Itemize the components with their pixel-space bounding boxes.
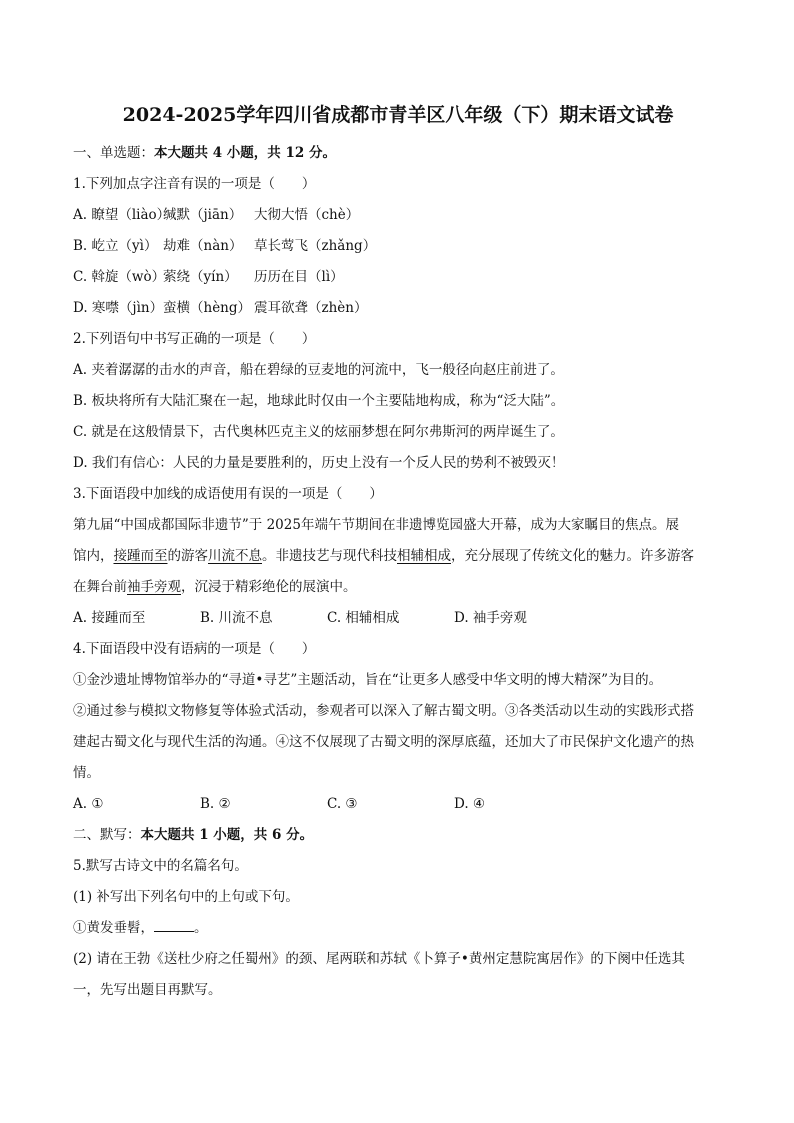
question-1-option-b xyxy=(73,231,723,262)
option-d: D. ④ xyxy=(454,796,486,812)
question-5-sub1: (1) 补写出下列名句中的上句或下句。 xyxy=(73,889,299,905)
option-cell: D. 寒噤（jìn） xyxy=(73,300,164,316)
passage-text: 在舞台前 xyxy=(73,579,127,595)
option-cell: A. 瞭望（liào） xyxy=(73,207,171,223)
section-prefix: 二、默写： xyxy=(73,827,141,843)
option-a: A. 接踵而至 xyxy=(73,610,146,626)
question-3-stem: 3.下面语段中加线的成语使用有误的一项是（ ） xyxy=(73,486,383,502)
question-4-stem: 4.下面语段中没有语病的一项是（ ） xyxy=(73,641,316,657)
item-text: 。 xyxy=(194,920,208,936)
question-4-passage-line: ②通过参与模拟文物修复等体验式活动，参观者可以深入了解古蜀文明。③各类活动以生动的实践形式搭 xyxy=(73,703,694,719)
answer-blank[interactable] xyxy=(154,919,194,932)
option-cell: B. 屹立（yì） xyxy=(73,238,158,254)
section-header-2 xyxy=(73,820,723,851)
question-1-option-a xyxy=(73,200,723,231)
question-3-passage-line: 第九届“中国成都国际非遗节”于 2025年端午节期间在非遗博览园盛大开幕，成为大家瞩目的焦点。展 xyxy=(73,517,679,533)
underlined-idiom: 相辅相成 xyxy=(397,548,451,564)
option-cell: 劫难（nàn） xyxy=(163,238,243,254)
option-cell: 震耳欲聋（zhèn） xyxy=(254,300,368,316)
option-b: B. ② xyxy=(200,796,231,812)
option-b: B. 川流不息 xyxy=(200,610,273,626)
question-2-option-b: B. 板块将所有大陆汇聚在一起，地球此时仅由一个主要陆地构成，称为“泛大陆”。 xyxy=(73,393,565,409)
question-2-option-d: D. 我们有信心：人民的力量是要胜利的，历史上没有一个反人民的势利不被毁灭！ xyxy=(73,455,565,471)
option-a: A. ① xyxy=(73,796,104,812)
exam-page xyxy=(73,100,723,1006)
section-info: 本大题共 4 小题，共 12 分。 xyxy=(154,145,336,161)
passage-text: 。非遗技艺与现代科技 xyxy=(262,548,397,564)
passage-text: 的游客 xyxy=(167,548,208,564)
question-4-passage-line: ①金沙遗址博物馆举办的“寻道•寻艺”主题活动，旨在“让更多人感受中华文明的博大精深”为目的。 xyxy=(73,672,663,688)
item-text: ①黄发垂髫， xyxy=(73,920,154,936)
question-3-passage-line xyxy=(73,541,723,572)
question-3-options xyxy=(73,603,723,634)
option-cell: 萦绕（yín） xyxy=(163,269,238,285)
underlined-idiom: 接踵而至 xyxy=(113,548,168,564)
option-cell: 草长莺飞（zhǎng） xyxy=(254,238,377,254)
underlined-idiom: 川流不息 xyxy=(208,548,262,564)
passage-text: ，沉浸于精彩绝伦的展演中。 xyxy=(181,579,357,595)
question-2-stem: 2.下列语句中书写正确的一项是（ ） xyxy=(73,331,316,347)
question-2-option-c: C. 就是在这般情景下，古代奥林匹克主义的炫丽梦想在阿尔弗斯河的两岸诞生了。 xyxy=(73,424,564,440)
option-c: C. 相辅相成 xyxy=(327,610,400,626)
option-cell: 历历在目（lì） xyxy=(254,269,344,285)
page-title: 2024-2025学年四川省成都市青羊区八年级（下）期末语文试卷 xyxy=(122,104,674,126)
passage-text: 馆内， xyxy=(73,548,114,564)
option-cell: 缄默（jiān） xyxy=(163,207,243,223)
option-cell: 大彻大悟（chè） xyxy=(254,207,360,223)
option-c: C. ③ xyxy=(327,796,358,812)
question-4-passage-line: 情。 xyxy=(73,765,100,781)
question-1-stem: 1.下列加点字注音有误的一项是（ ） xyxy=(73,176,316,192)
question-3-passage-line xyxy=(73,572,723,603)
question-4-passage-line: 建起古蜀文化与现代生活的沟通。④这不仅展现了古蜀文明的深厚底蕴，还加大了市民保护文化遗产的热 xyxy=(73,734,694,750)
passage-text: ，充分展现了传统文化的魅力。许多游客 xyxy=(451,548,694,564)
section-prefix: 一、单选题： xyxy=(73,145,154,161)
question-4-options xyxy=(73,789,723,820)
section-header-1 xyxy=(73,138,723,169)
option-d: D. 袖手旁观 xyxy=(454,610,527,626)
underlined-idiom: 袖手旁观 xyxy=(127,579,181,595)
option-cell: 蛮横（hèng） xyxy=(163,300,252,316)
question-2-option-a: A. 夹着潺潺的击水的声音，船在碧绿的豆麦地的河流中，飞一般径向赵庄前进了。 xyxy=(73,362,564,378)
option-cell: C. 斡旋（wò） xyxy=(73,269,166,285)
question-1-option-d xyxy=(73,293,723,324)
question-5-sub2: 一，先写出题目再默写。 xyxy=(73,982,222,998)
question-5-stem: 5.默写古诗文中的名篇名句。 xyxy=(73,858,248,874)
question-1-option-c xyxy=(73,262,723,293)
section-info: 本大题共 1 小题，共 6 分。 xyxy=(140,827,314,843)
question-5-sub2: (2) 请在王勃《送杜少府之任蜀州》的颈、尾两联和苏轼《卜算子•黄州定慧院寓居作》的下阕中任选其 xyxy=(73,951,685,967)
question-5-item1 xyxy=(73,913,723,944)
